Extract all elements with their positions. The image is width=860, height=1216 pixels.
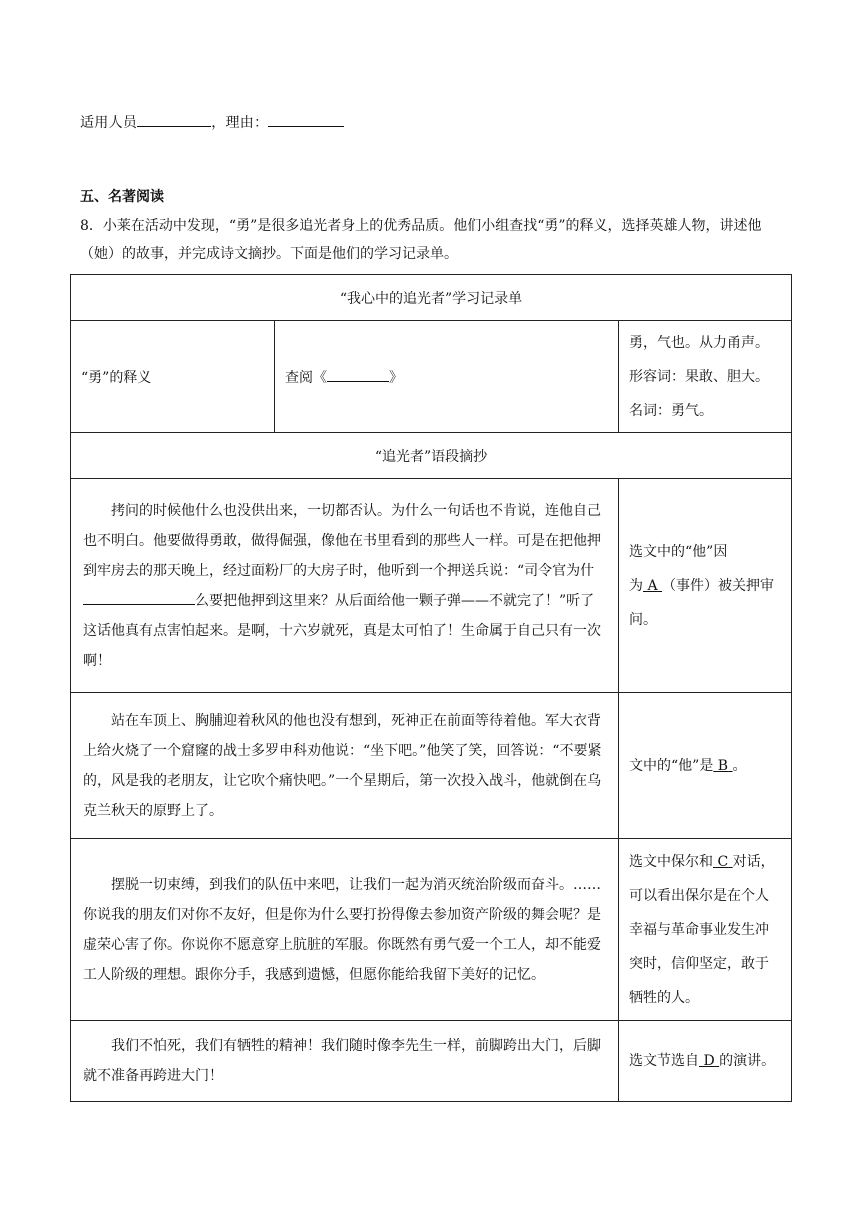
section-title: 五、名著阅读	[80, 189, 164, 205]
answer-line	[80, 112, 344, 132]
definition-label: “勇”的释义	[71, 321, 275, 433]
excerpt-passage-3: 摆脱一切束缚，到我们的队伍中来吧，让我们一起为消灭统治阶级而奋斗。……你说我的朋友们对你不友好，但是你为什么要打扮得像去参加资产阶级的舞会呢？是虚荣心害了你。你说你不愿意穿上肮脏的军服。你既然有勇气爱一个工人，却不能爱工人阶级的理想。跟你分手，我感到遗憾，但愿你能给我留下美好的记忆。	[71, 839, 619, 1021]
question-8: 8．小莱在活动中发现，“勇”是很多追光者身上的优秀品质。他们小组查找“勇”的释义，选择英雄人物，讲述他（她）的故事，并完成诗文摘抄。下面是他们的学习记录单。	[80, 218, 762, 262]
dictionary-blank[interactable]	[327, 367, 389, 382]
passage-blank	[83, 590, 195, 605]
lookup-prefix: 查阅《	[285, 369, 327, 386]
passage-text: 拷问的时候他什么也没供出来，一切都否认。为什么一句话也不肯说，连他自己也不明白。他要做得勇敢，做得倔强，像他在书里看到的那些人一样。可是在把他押到牢房去的那天晚上，经过面粉厂的大房子时，他听到一个押送兵说：“司令官为什	[83, 502, 601, 579]
excerpt-title: “追光者”语段摘抄	[71, 433, 792, 479]
question-text: 。	[732, 757, 747, 774]
question-text: 选文中的“他”因为	[629, 543, 728, 594]
applicable-label: 适用人员	[80, 115, 138, 131]
definition-content	[619, 321, 792, 433]
question-text: （事件）被关押审问。	[629, 577, 775, 628]
record-table	[70, 274, 792, 1102]
excerpt-question-2	[619, 693, 792, 839]
excerpt-question-4	[619, 1021, 792, 1102]
table-title: “我心中的追光者”学习记录单	[71, 275, 792, 321]
answer-blank-d[interactable]: D	[703, 1053, 715, 1069]
excerpt-question-1	[619, 479, 792, 693]
excerpt-passage-4: 我们不怕死，我们有牺牲的精神！我们随时像李先生一样，前脚跨出大门，后脚就不准备再跨进大门！	[71, 1021, 619, 1102]
question-text: 的演讲。	[719, 1053, 776, 1069]
answer-blank-b[interactable]: B	[717, 757, 729, 774]
reason-label: ，理由：	[211, 115, 269, 131]
applicable-blank[interactable]	[137, 112, 211, 127]
reason-blank[interactable]	[268, 112, 344, 127]
definition-lookup	[275, 321, 619, 433]
definition-line: 勇，气也。从力甬声。	[629, 334, 769, 351]
lookup-suffix: 》	[389, 369, 403, 386]
excerpt-passage-2: 站在车顶上、胸脯迎着秋风的他也没有想到，死神正在前面等待着他。军大衣背上给火烧了一个窟窿的战士多罗申科劝他说：“坐下吧。”他笑了笑，回答说：“不要紧的，风是我的老朋友，让它吹个痛快吧。”一个星期后，第一次投入战斗，他就倒在乌克兰秋天的原野上了。	[71, 693, 619, 839]
excerpt-question-3	[619, 839, 792, 1021]
answer-blank-a[interactable]: A	[647, 577, 658, 594]
question-text: 选文中保尔和	[629, 853, 713, 870]
answer-blank-c[interactable]: C	[717, 853, 729, 870]
question-text: 文中的“他”是	[629, 757, 714, 774]
question-text: 对话，可以看出保尔是在个人幸福与革命事业发生冲突时，信仰坚定，敢于牺牲的人。	[629, 853, 775, 1006]
passage-text: 么要把他押到这里来？从后面给他一颗子弹——不就完了！”听了这话他真有点害怕起来。是啊，十六岁就死，真是太可怕了！生命属于自己只有一次啊！	[83, 592, 601, 669]
question-text: 选文节选自	[629, 1053, 699, 1069]
definition-line: 名词：勇气。	[629, 402, 713, 419]
excerpt-passage-1	[71, 479, 619, 693]
definition-line: 形容词：果敢、胆大。	[629, 368, 769, 385]
